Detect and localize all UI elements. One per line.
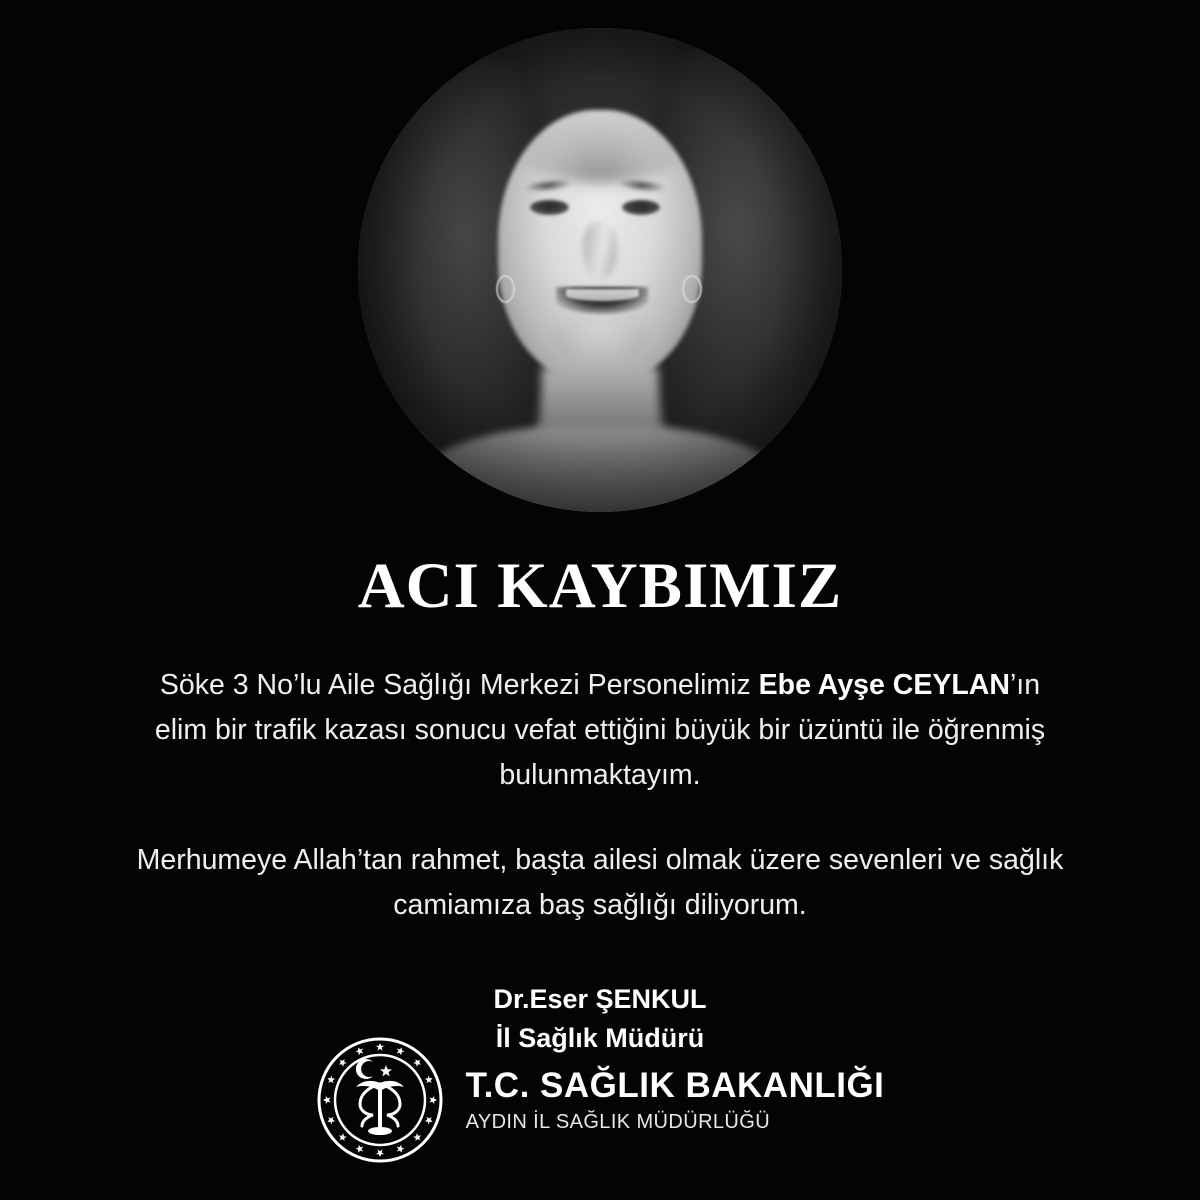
portrait-frame [358,28,842,512]
directorate-subtitle: AYDIN İL SAĞLIK MÜDÜRLÜĞÜ [465,1111,771,1134]
footer-text-block [466,1067,885,1134]
paragraph-1-text-start: Söke 3 No’lu Aile Sağlığı Merkezi Personelimiz [159,669,759,701]
paragraph-1-text-end: ’ın elim bir trafik kazası sonucu vefat ettiğini büyük bir üzüntü ile öğrenmiş bulunmaktayım. [154,669,1046,792]
portrait-photo [358,28,842,512]
tc-saglik-bakanligi-emblem-icon [316,1036,444,1164]
signature-title: İl Sağlık Müdürü [495,1023,705,1054]
announcement-text [135,663,1065,928]
signature-name: Dr.Eser ŞENKUL [493,984,707,1015]
portrait-vignette [358,28,842,512]
footer-branding [0,1036,1200,1164]
deceased-name: Ebe Ayşe CEYLAN [758,669,1010,701]
announcement-paragraph-1 [135,663,1065,798]
page-title: ACI KAYBIMIZ [357,550,843,622]
announcement-paragraph-2: Merhumeye Allah’tan rahmet, başta ailesi olmak üzere sevenleri ve sağlık camiamıza baş sağlığı diliyorum. [136,844,1064,922]
paragraph-spacer [135,798,1065,838]
ministry-title: T.C. SAĞLIK BAKANLIĞI [465,1065,885,1105]
